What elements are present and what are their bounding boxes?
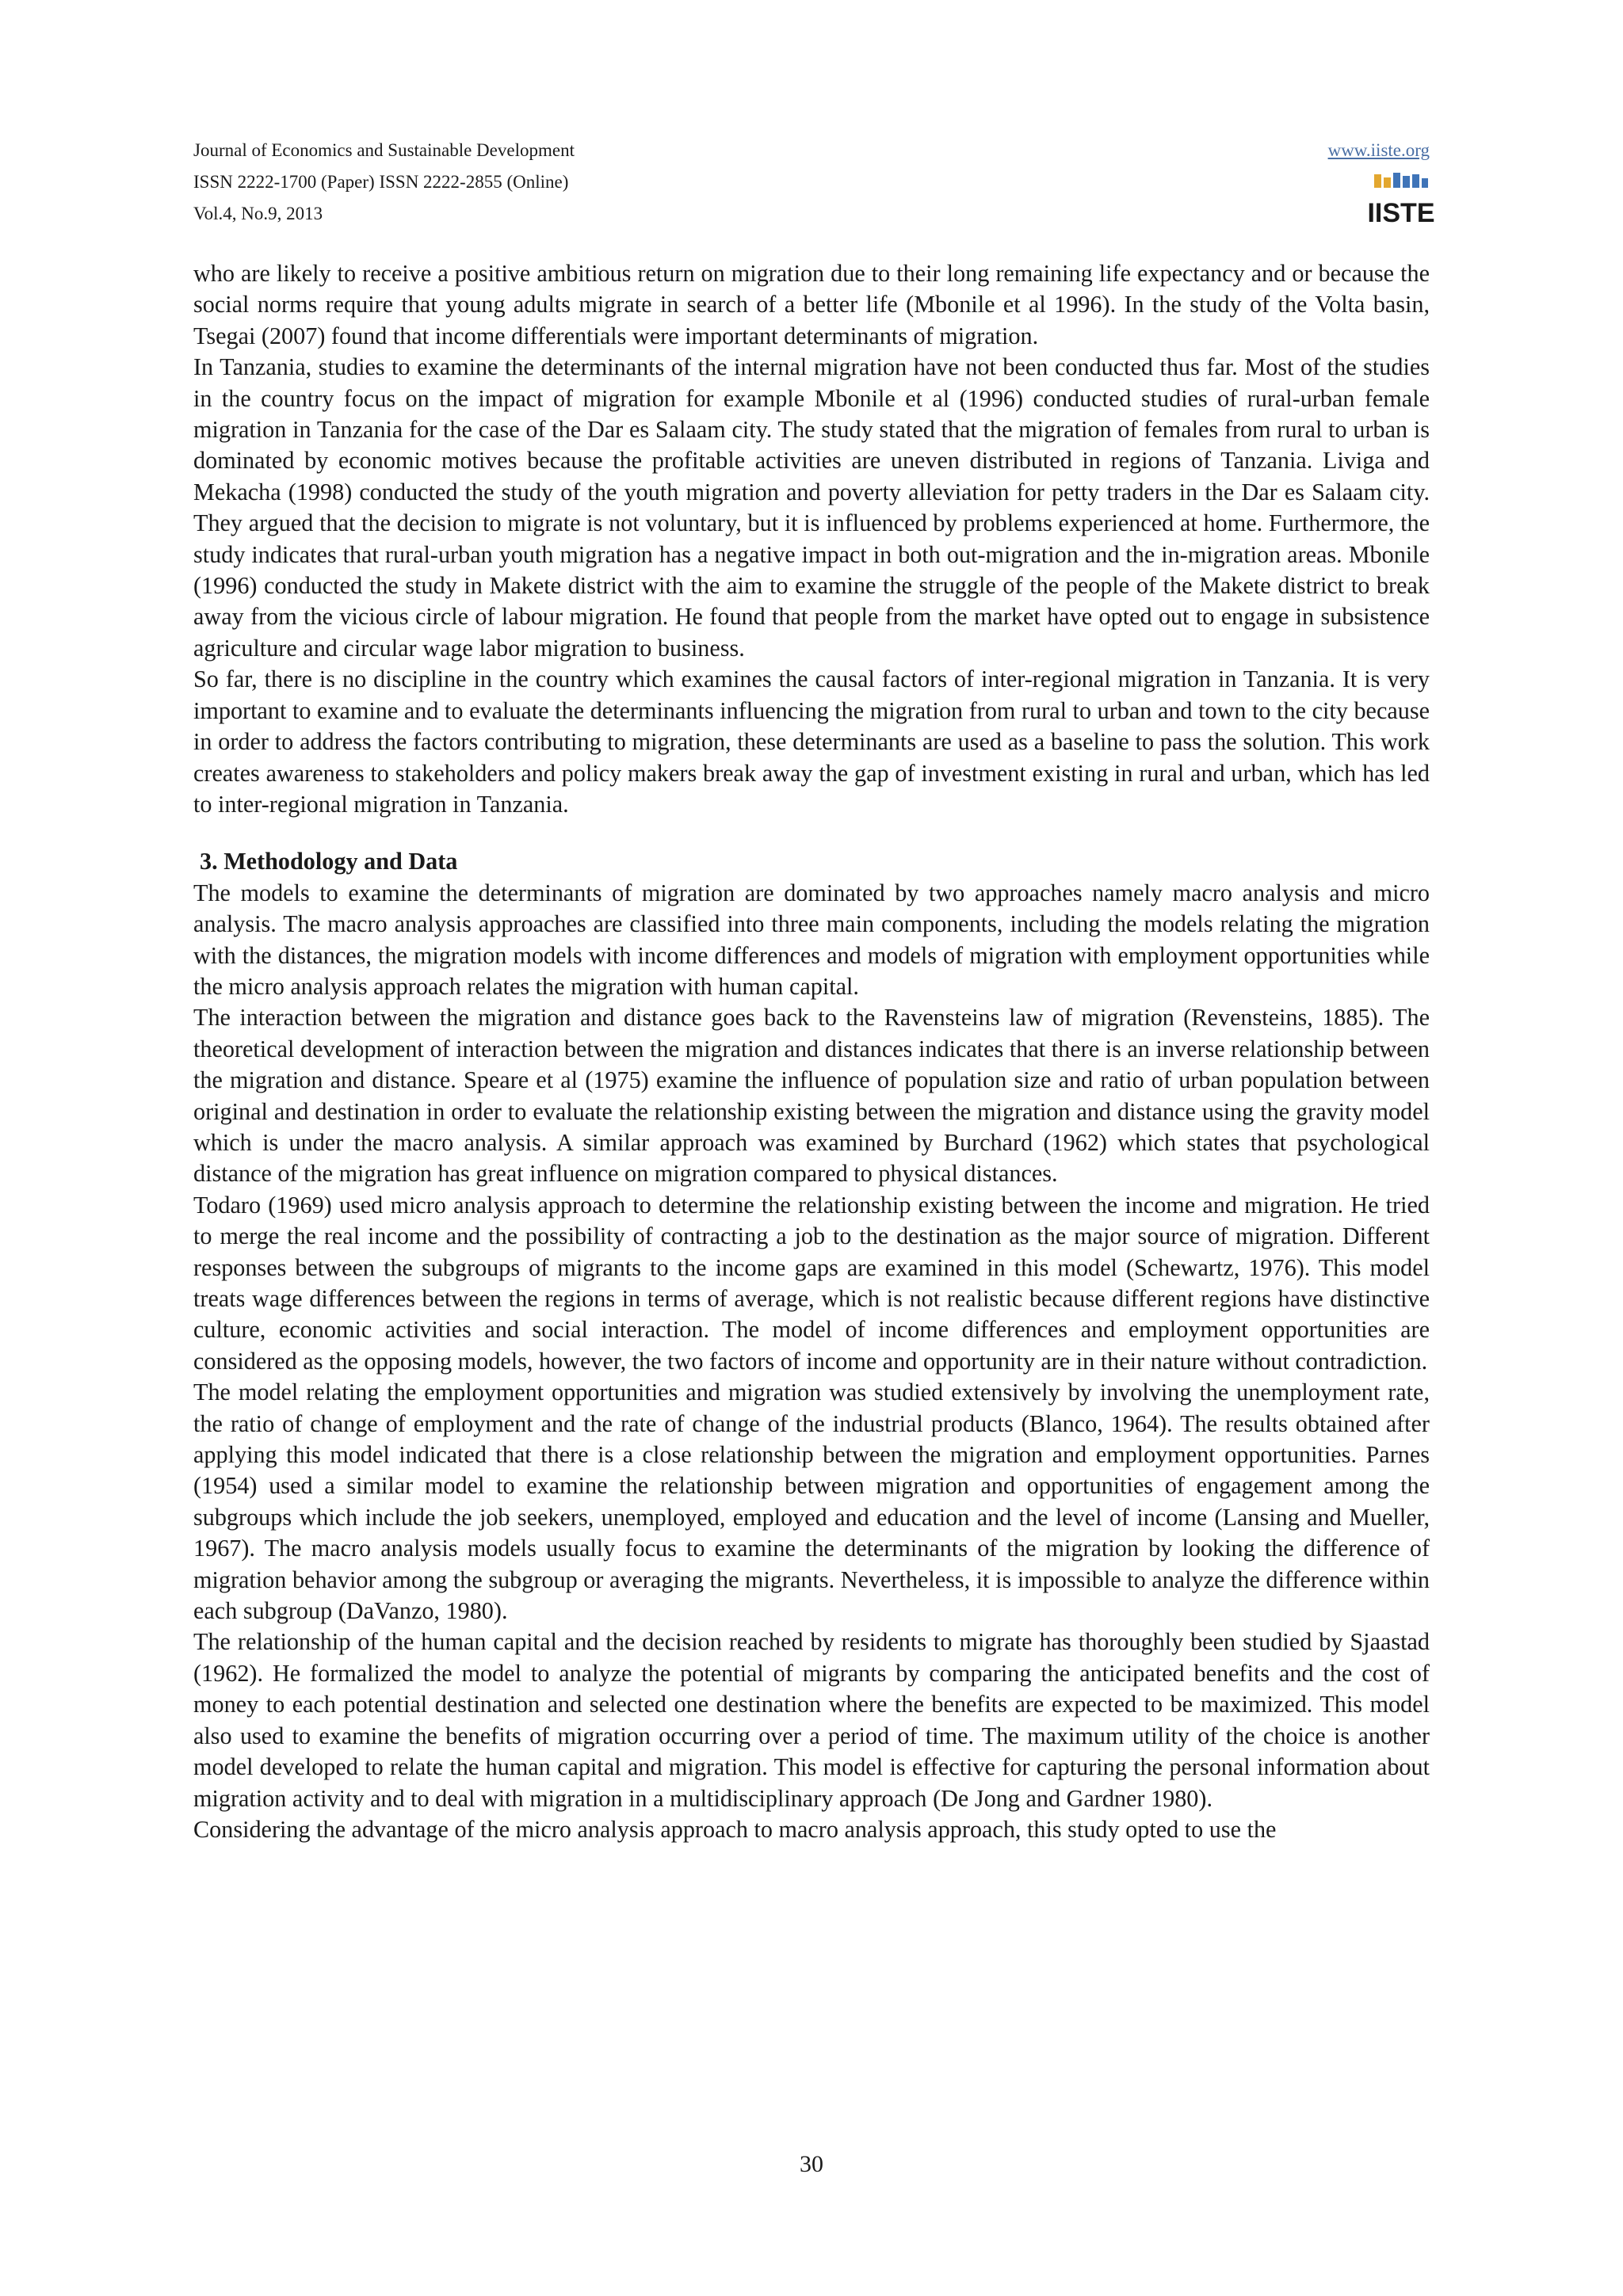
paragraph: Todaro (1969) used micro analysis approach to determine the relationship existing between the income and migration. He tried to merge the real income and the possibility of contracting a job to the destination as the major source of migration. Different responses between the subgroups of migrants to the income gaps are examined in this model (Schewartz, 1976). This model treats wage differences between the regions in terms of average, which is not realistic because different regions have distinctive culture, economic activities and social interaction. The model of income differences and employment opportunities are considered as the opposing models, however, the two factors of income and opportunity are in their nature without contradiction. <box>193 1191 1430 1375</box>
paragraph: In Tanzania, studies to examine the determinants of the internal migration have not been conducted thus far. Most of the studies in the country focus on the impact of migration for example Mbonile et al (1996) conducted studies of rural-urban female migration in Tanzania for the case of the Dar es Salaam city. The study stated that the migration of females from rural to urban is dominated by economic motives because the profitable activities are uneven distributed in regions of Tanzania. Liviga and Mekacha (1998) conducted the study of the youth migration and poverty alleviation for petty traders in the Dar es Salaam city. They argued that the decision to migrate is not voluntary, but it is influenced by problems experienced at home. Furthermore, the study indicates that rural-urban youth migration has a negative impact in both out-migration and the in-migration areas. Mbonile (1996) conducted the study in Makete district with the aim to examine the struggle of the people of the Makete district to break away from the vicious circle of labour migration. He found that people from the market have opted out to engage in subsistence agriculture and circular wage labor migration to business. <box>193 353 1430 662</box>
paragraph: The model relating the employment opportunities and migration was studied extensively by involving the unemployment rate, the ratio of change of employment and the rate of change of the industrial products (Blanco, 1964). The results obtained after applying this model indicated that there is a close relationship between the migration and employment opportunities. Parnes (1954) used a similar model to examine the relationship between migration and opportunities of engagement among the subgroups which include the job seekers, unemployed, employed and education and the level of income (Lansing and Mueller, 1967). The macro analysis models usually focus to examine the determinants of the migration by looking the difference of migration behavior among the subgroup or averaging the migrants. Nevertheless, it is impossible to analyze the difference within each subgroup (DaVanzo, 1980). <box>193 1379 1430 1625</box>
logo-text: IISTE <box>1367 198 1435 228</box>
paragraph: who are likely to receive a positive ambitious return on migration due to their long remaining life expectancy and or because the social norms require that young adults migrate in search of a better life (Mbonile et al 1996). In the study of the Volta basin, Tsegai (2007) found that income differentials were important determinants of migration. <box>193 260 1430 349</box>
iiste-logo <box>1367 171 1435 228</box>
issn-line: ISSN 2222-1700 (Paper) ISSN 2222-2855 (Online) <box>193 172 569 192</box>
page-header <box>193 135 1435 238</box>
volume-line: Vol.4, No.9, 2013 <box>193 204 323 223</box>
paragraph: The interaction between the migration and distance goes back to the Ravensteins law of migration (Revensteins, 1885). The theoretical development of interaction between the migration and distances indicates that there is an inverse relationship between the migration and distance. Speare et al (1975) examine the influence of population size and ratio of urban population between original and destination in order to evaluate the relationship existing between the migration and distance using the gravity model which is under the macro analysis. A similar approach was examined by Burchard (1962) which states that psychological distance of the migration has great influence on migration compared to physical distances. <box>193 1004 1430 1188</box>
journal-website-link[interactable]: www.iiste.org <box>1327 140 1430 160</box>
section-heading: 3. Methodology and Data <box>200 848 458 875</box>
paragraph: So far, there is no discipline in the country which examines the causal factors of inter-regional migration in Tanzania. It is very important to examine and to evaluate the determinants influencing the migration from rural to urban and town to the city because in order to address the factors contributing to migration, these determinants are used as a baseline to pass the solution. This work creates awareness to stakeholders and policy makers break away the gap of investment existing in rural and urban, which has led to inter-regional migration in Tanzania. <box>193 666 1430 818</box>
article-body <box>193 258 1430 1845</box>
journal-title: Journal of Economics and Sustainable Development <box>193 140 575 160</box>
paragraph: The models to examine the determinants of migration are dominated by two approaches namely macro analysis and micro analysis. The macro analysis approaches are classified into three main components, including the models relating the migration with the distances, the migration models with income differences and models of migration with employment opportunities while the micro analysis approach relates the migration with human capital. <box>193 879 1430 1000</box>
paragraph: The relationship of the human capital and the decision reached by residents to migrate has thoroughly been studied by Sjaastad (1962). He formalized the model to analyze the potential of migrants by comparing the anticipated benefits and the cost of money to each potential destination and selected one destination where the benefits are expected to be maximized. This model also used to examine the benefits of migration occurring over a period of time. The maximum utility of the choice is another model developed to relate the human capital and migration. This model is effective for capturing the personal information about migration activity and to deal with migration in a multidisciplinary approach (De Jong and Gardner 1980). <box>193 1628 1430 1812</box>
page-number: 30 <box>800 2151 823 2177</box>
paragraph: Considering the advantage of the micro analysis approach to macro analysis approach, this study opted to use the <box>193 1815 1277 1843</box>
